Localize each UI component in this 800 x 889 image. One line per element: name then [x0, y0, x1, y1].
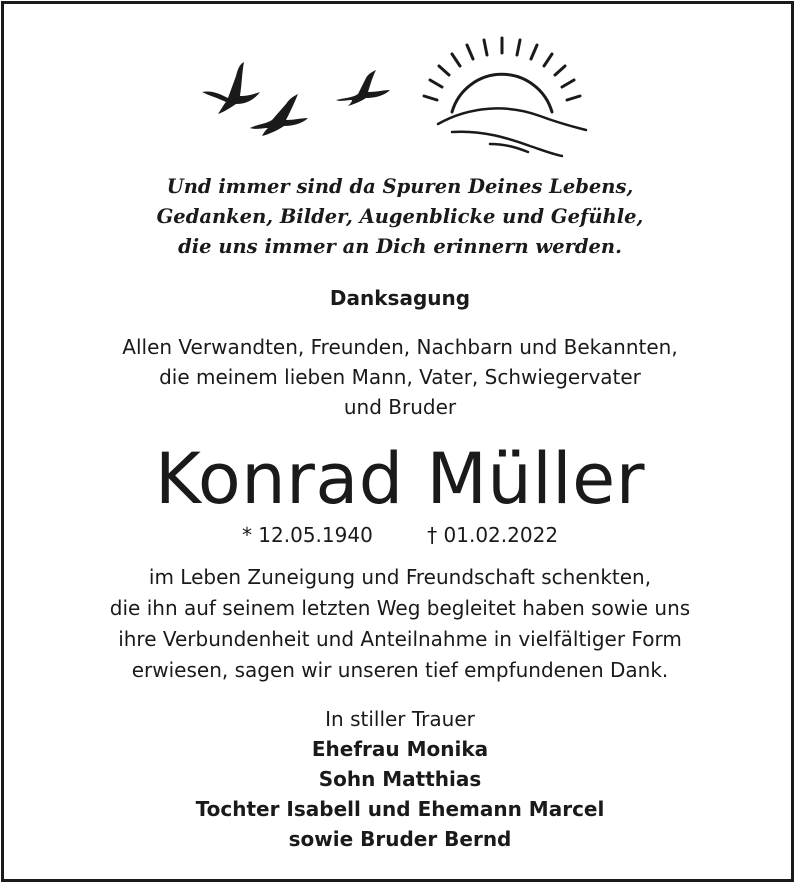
death-date: † 01.02.2022	[427, 523, 559, 547]
hills-icon	[438, 108, 586, 156]
header-illustration	[190, 20, 610, 165]
bird-icon	[250, 94, 308, 136]
thanks-line: die ihn auf seinem letzten Weg begleitet haben sowie uns	[109, 596, 691, 620]
sun-icon	[424, 38, 580, 112]
mourner-name: Tochter Isabell und Ehemann Marcel	[195, 797, 605, 821]
intro-text	[0, 332, 800, 422]
intro-line: die meinem lieben Mann, Vater, Schwiegervater	[159, 365, 641, 389]
signature-block	[0, 704, 800, 854]
verse-line: Und immer sind da Spuren Deines Lebens,	[166, 175, 634, 198]
intro-line: und Bruder	[343, 395, 457, 419]
thanks-text	[0, 562, 800, 686]
thanks-line: im Leben Zuneigung und Freundschaft schenkten,	[148, 565, 652, 589]
deceased-name: Konrad Müller	[155, 438, 645, 520]
thanks-line: ihre Verbundenheit und Anteilnahme in vielfältiger Form	[118, 627, 682, 651]
birth-date: * 12.05.1940	[241, 523, 373, 547]
signature-intro: In stiller Trauer	[325, 707, 475, 731]
intro-line: Allen Verwandten, Freunden, Nachbarn und Bekannten,	[122, 335, 678, 359]
bird-icon	[336, 70, 390, 106]
thanks-line: erwiesen, sagen wir unseren tief empfundenen Dank.	[131, 658, 669, 682]
verse-line: die uns immer an Dich erinnern werden.	[178, 235, 622, 258]
bird-icon	[202, 62, 260, 114]
mourner-name: Sohn Matthias	[318, 767, 482, 791]
mourner-name: Ehefrau Monika	[311, 737, 489, 761]
notice-title: Danksagung	[329, 286, 471, 310]
memorial-verse	[0, 172, 800, 262]
mourner-name: sowie Bruder Bernd	[288, 827, 512, 851]
life-dates	[0, 520, 800, 550]
verse-line: Gedanken, Bilder, Augenblicke und Gefühle,	[156, 205, 644, 228]
